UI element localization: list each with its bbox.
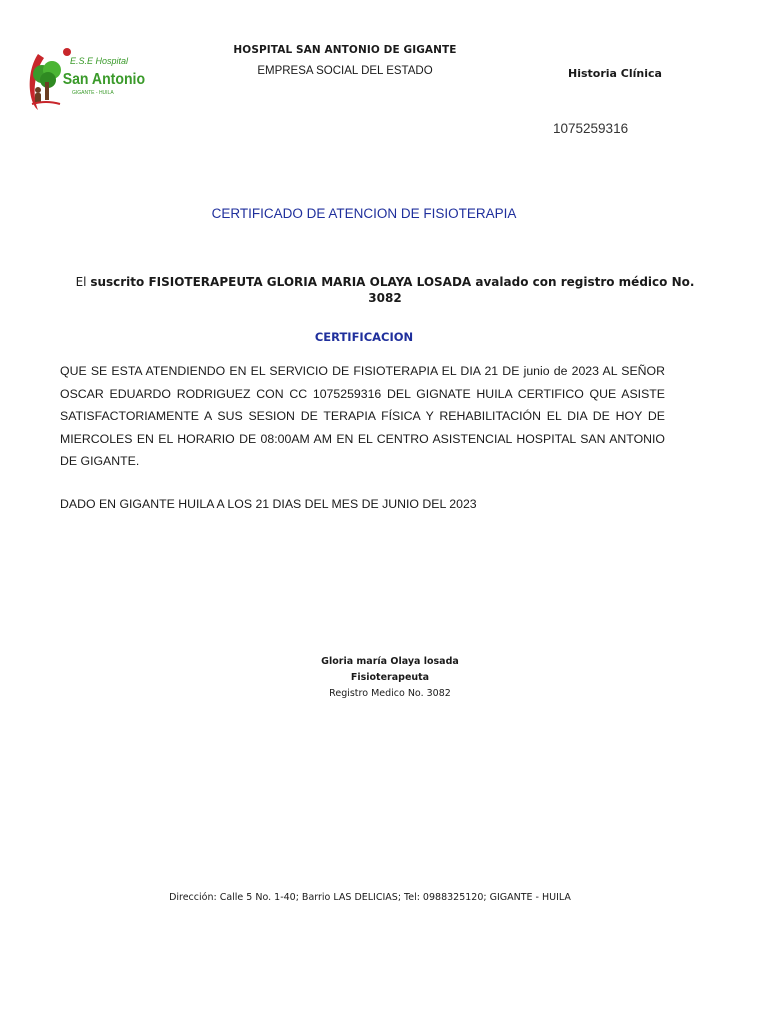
footer-address: Dirección: Calle 5 No. 1-40; Barrio LAS DELICIAS; Tel: 0988325120; GIGANTE - HUILA: [169, 892, 571, 903]
intro-prefix: El: [75, 275, 91, 289]
intro-paragraph: [60, 274, 710, 306]
document-title: CERTIFICADO DE ATENCION DE FISIOTERAPIA: [211, 206, 517, 221]
intro-bold: suscrito FISIOTERAPEUTA GLORIA MARIA OLAYA LOSADA avalado con registro médico No. 3082: [90, 275, 695, 305]
section-heading: CERTIFICACION: [314, 330, 414, 344]
hospital-subtitle: EMPRESA SOCIAL DEL ESTADO: [257, 65, 433, 77]
logo-graphic: [24, 44, 146, 116]
logo-line3: GIGANTE - HUILA: [72, 90, 114, 96]
logo-line1: E.S.E Hospital: [70, 56, 129, 66]
historia-clinica-label: Historia Clínica: [568, 67, 662, 80]
hospital-name: HOSPITAL SAN ANTONIO DE GIGANTE: [233, 44, 457, 56]
hospital-logo: [24, 44, 146, 116]
signer-role: Fisioterapeuta: [350, 672, 430, 683]
logo-line2: San Antonio: [62, 70, 146, 89]
issue-date-statement: DADO EN GIGANTE HUILA A LOS 21 DIAS DEL MES DE JUNIO DEL 2023: [60, 497, 477, 511]
signer-registry: Registro Medico No. 3082: [329, 688, 451, 699]
certification-body: QUE SE ESTA ATENDIENDO EN EL SERVICIO DE FISIOTERAPIA EL DIA 21 DE junio de 2023 AL SEÑOR OSCAR EDUARDO RODRIGUEZ CON CC 1075259316 DEL GIGNATE HUILA CERTIFICO QUE ASISTE SATISFACTORIAMENTE A SUS SESION DE TERAPIA FÍSICA Y REHABILITACIÓN EL DIA DE HOY DE MIERCOLES EN EL HORARIO DE 08:00AM AM EN EL CENTRO ASISTENCIAL HOSPITAL SAN ANTONIO DE GIGANTE.: [60, 364, 665, 469]
signer-name: Gloria maría Olaya losada: [321, 656, 459, 667]
patient-id-number: 1075259316: [553, 121, 629, 136]
